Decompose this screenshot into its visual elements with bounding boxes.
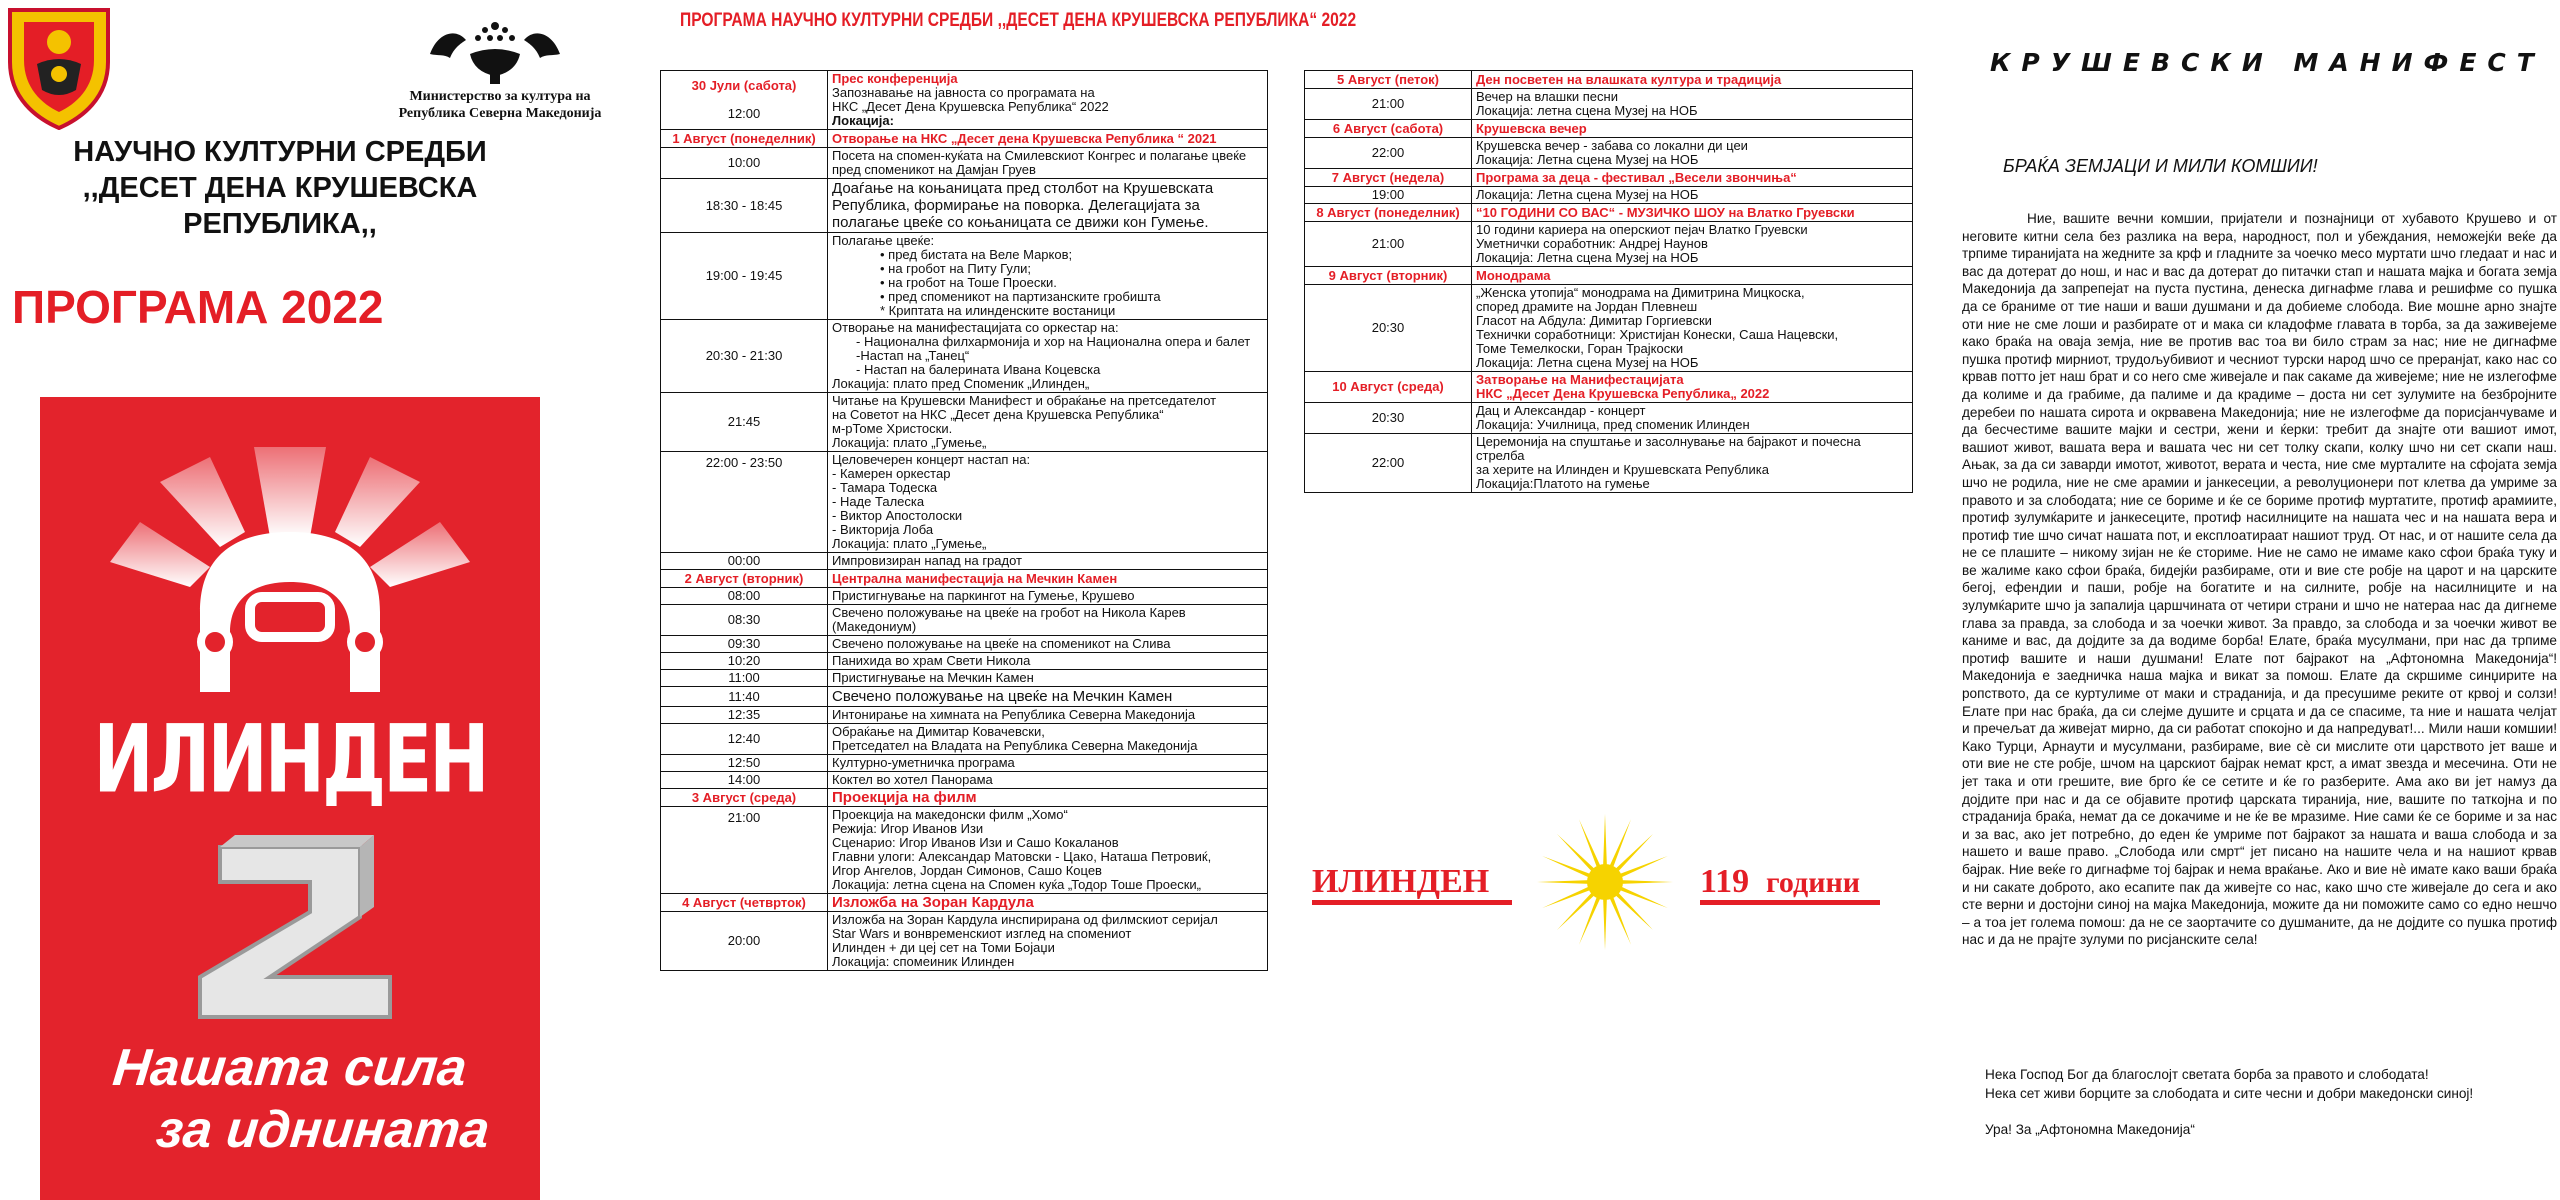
event-row [1305,187,1913,204]
event-row [661,653,1268,670]
event-line: 10 години кариера на оперскиот пејач Влатко Груевски [1476,222,1808,237]
event-time [1305,403,1472,434]
event-description [1472,89,1913,120]
event-line: Обраќање на Димитар Ковачевски, [832,724,1045,739]
ministry-line: Министерство за култура на [409,89,591,104]
day-header-row [1305,372,1913,403]
schedule-table-right [1304,70,1913,493]
event-row [661,755,1268,772]
sun-ray [1603,898,1607,950]
event-row [661,452,1268,553]
event-line: Отворање на манифестацијата со оркестар на: [832,320,1119,335]
day-date: 3 Август (среда) [661,789,828,807]
poster-slogan [103,1037,499,1161]
event-row [1305,285,1913,372]
event-description [828,653,1268,670]
event-line: • на гробот на Тоше Проески. [880,275,1057,290]
logo-ilinden-word: ИЛИНДЕН [1312,863,1490,900]
event-time [1305,285,1472,372]
day-date: 6 Август (сабота) [1305,120,1472,138]
event-line: Локација:Платото на гумење [1476,476,1650,491]
event-line: • на гробот на Питу Гули; [880,261,1032,276]
event-description [1472,434,1913,493]
day-header-row [661,894,1268,912]
event-line: Star Wars и вонвременскиот изглед на спомениот [832,926,1132,941]
event-description [828,320,1268,393]
day-theme [1472,120,1913,138]
day-date: 10 Август (среда) [1305,372,1472,403]
day-date: 5 Август (петок) [1305,71,1472,89]
event-line: - Национална филхармонија и хор на Национална опера и балет [856,334,1251,349]
krusevo-crest-logo [2,2,116,130]
event-time [1305,138,1472,169]
event-time-line: 20:30 [1371,320,1405,335]
event-time-line: 12:40 [727,731,761,746]
ilinden-poster [40,397,540,1200]
day-header-row [661,789,1268,807]
slogan-line: Нашата сила [110,1039,470,1097]
event-line: Локација: плато „Гумење„ [832,435,987,450]
closing-line: Нека сет живи борците за слободата и сите чесни и добри македонски синој! [1985,1086,2474,1101]
event-title-line: ,,ДЕСЕТ ДЕНА КРУШЕВСКА РЕПУБЛИКА,, [82,172,478,240]
day-theme [1472,71,1913,89]
event-description [1472,403,1913,434]
event-line: Прес конференција [832,71,958,86]
event-time-line: 10:00 [727,155,761,170]
event-line: Локација: Летна сцена Музеј на НОБ [1476,355,1699,370]
event-description [828,687,1268,707]
day-theme-line: “10 ГОДИНИ СО ВАС“ - МУЗИЧКО ШОУ на Влатко Груевски [1476,204,1855,220]
event-line: Локација: [832,113,894,128]
sun-ray [1603,814,1607,866]
event-line: Локација: Училница, пред споменик Илинден [1476,417,1750,432]
event-time-line: 21:00 [1371,96,1405,111]
day-header-row [661,570,1268,588]
event-time-line: 22:00 [1371,145,1405,160]
event-time-line: 21:00 [727,810,761,825]
day-theme-line: Програма за деца - фестивал „Весели звончиња“ [1476,169,1797,185]
event-line: Свечено положување на цвеќе на споменикот на Слива [832,636,1171,651]
event-time [661,670,828,687]
event-row [661,807,1268,894]
event-line: Свечено положување на цвеќе на гробот на Никола Карев (Македониум) [832,605,1186,634]
schedule-table-left [660,70,1268,971]
event-line: Сценарио: Игор Иванов Изи и Сашо Кокаланов [832,835,1119,850]
event-time [661,807,828,894]
event-time [661,653,828,670]
event-line: Церемонија на спуштање и засолнување на бајракот и почесна стрелба [1476,434,1861,463]
event-time [661,755,828,772]
event-line: Локација: Летна сцена Музеј на НОБ [1476,187,1699,202]
day-theme [1472,372,1913,403]
day-header-row [1305,267,1913,285]
event-line: на Советот на НКС „Десет дена Крушевска Република“ [832,407,1164,422]
day-theme-line: Затворање на Манифестацијата [1476,372,1684,387]
event-description [828,179,1268,233]
event-line: Локација: спомеиник Илинден [832,954,1015,969]
day-theme-line: Монодрама [1476,267,1551,283]
event-line: - Настап на балерината Ивана Коцевска [856,362,1101,377]
event-time-line: 10:20 [727,653,761,668]
event-description [828,588,1268,605]
event-time-line: 19:00 - 19:45 [705,268,783,283]
event-line: Игор Ангелов, Јордан Симонов, Сашо Коцев [832,863,1102,878]
event-line: НКС „Десет Дена Крушевска Република“ 2022 [832,99,1109,114]
event-line: Локација: летна сцена Музеј на НОБ [1476,103,1698,118]
event-time [661,588,828,605]
event-time [1305,222,1472,267]
event-description [828,233,1268,320]
sun-center [1587,864,1623,900]
day-header-row [661,130,1268,148]
closing-line: Ура! За „Афтономна Македонија“ [1985,1122,2195,1137]
event-row [661,772,1268,789]
manifest-closing [1985,1065,2473,1139]
closing-line: Нека Господ Бог да благослојт светата борба за правото и слободата! [1985,1067,2429,1082]
event-line: Изложба на Зоран Кардула инспирирана од филмскиот серијал [832,912,1218,927]
logo-number: 119 [1700,863,1750,900]
program-year-heading: ПРОГРАМА 2022 [12,281,384,333]
event-line: Пристигнување на Мечкин Камен [832,670,1034,685]
event-time [661,148,828,179]
event-line: Крушевска вечер - забава со локални ди цеи [1476,138,1748,153]
day-date: 1 Август (понеделник) [661,130,828,148]
event-line: Свечено положување на цвеќе на Мечкин Камен [832,688,1173,705]
event-time-line [665,93,823,107]
sun-ray [1537,880,1589,884]
event-time-line: 00:00 [727,553,761,568]
event-line: м-рТоме Христоски. [832,421,953,436]
event-row [661,71,1268,130]
vergina-sun-icon [1537,814,1673,950]
event-line: • пред бистата на Веле Марков; [880,247,1073,262]
event-line: Полагање цвеќе: [832,233,935,248]
mechkin-kamen-monument-icon [170,512,410,702]
event-row [1305,138,1913,169]
day-theme-line: НКС „Десет Дена Крушевска Република„ 2022 [1476,386,1770,401]
day-theme-line: Ден посветен на влашката култура и традиција [1476,71,1782,87]
event-time [661,179,828,233]
event-description [1472,187,1913,204]
event-time-line: 12:50 [727,755,761,770]
event-row [661,393,1268,452]
event-line: Посета на спомен-куќата на Смилевскиот Конгрес и полагање цвеќе [832,148,1247,163]
event-line: Република, формирање на поворка. Делегацијата за [832,197,1200,214]
sun-ray [1621,880,1673,884]
event-time [661,320,828,393]
manifest-title: КРУШЕВСКИ МАНИФЕСТ [1990,48,2545,77]
event-time-line: 08:00 [727,588,761,603]
event-description [828,807,1268,894]
event-description [828,553,1268,570]
ministry-line: Република Северна Македонија [398,106,602,121]
event-description [828,755,1268,772]
event-line: - Викторија Лоба [832,522,934,537]
event-line: Запознавање на јавноста со програмата на [832,85,1095,100]
event-description [828,912,1268,971]
event-line: Локација: плато пред Споменик „Илинден„ [832,376,1090,391]
event-description [1472,285,1913,372]
event-line: Технички соработници: Христијан Конески, Саша Нацевски, [1476,327,1839,342]
event-row [661,179,1268,233]
event-line: Вечер на влашки песни [1476,89,1618,104]
event-time-line: 30 Јули (сабота) [691,78,797,93]
event-row [661,233,1268,320]
event-time [661,724,828,755]
event-line: - Тамара Тодеска [832,480,938,495]
day-theme-line: Крушевска вечер [1476,120,1587,136]
event-line: Илинден + ди цеј сет на Томи Бојаџи [832,940,1055,955]
day-theme-line: Отворање на НКС „Десет дена Крушевска Република “ 2021 [832,130,1217,146]
event-line: „Женска утопија“ монодрама на Димитрина Мицкоска, [1476,285,1805,300]
day-theme [828,789,1268,807]
event-line: Културно-уметничка програма [832,755,1015,770]
day-date: 4 Август (четврток) [661,894,828,912]
event-time-line: 09:30 [727,636,761,651]
event-row [661,670,1268,687]
event-line: Локација: Летна сцена Музеј на НОБ [1476,250,1699,265]
day-header-row [1305,169,1913,187]
event-row [661,687,1268,707]
event-time [661,233,828,320]
event-line: Локација: Летна сцена Музеј на НОБ [1476,152,1699,167]
event-description [1472,222,1913,267]
event-line: - Камерен оркестар [832,466,951,481]
day-theme [1472,169,1913,187]
logo-years-word: години [1766,866,1861,899]
event-line: Пристигнување на паркингот на Гумење, Крушево [832,588,1135,603]
event-line: Интонирање на химната на Република Северна Македонија [832,707,1196,722]
ministry-name [380,88,620,122]
event-row [661,148,1268,179]
day-theme-line: Изложба на Зоран Кардула [832,893,1034,911]
numeral-2-sculpture-icon [160,827,420,1027]
event-time [1305,434,1472,493]
poster-ilinden-word: ИЛИНДЕН [93,704,487,814]
event-time-line: 20:00 [727,933,761,948]
event-time-line: 11:40 [728,688,760,704]
event-time [661,636,828,653]
event-time [1305,187,1472,204]
day-theme-line: Централна манифестација на Мечкин Камен [832,570,1118,586]
event-line: Претседател на Владата на Република Северна Македонија [832,738,1198,753]
event-line: за херите на Илинден и Крушевската Република [1476,462,1769,477]
event-row [661,912,1268,971]
day-date: 7 Август (недела) [1305,169,1472,187]
day-theme [828,130,1268,148]
event-time [661,553,828,570]
event-time [661,393,828,452]
sun-ray [1615,834,1653,872]
ministry-emblem-logo [420,14,570,86]
event-row [661,553,1268,570]
event-row [1305,89,1913,120]
event-description [828,71,1268,130]
event-line: Проекција на македонски филм „Хомо“ [832,807,1068,822]
event-time-line: 12:00 [727,106,761,121]
event-row [661,636,1268,653]
event-line: Импровизиран напад на градот [832,553,1023,568]
event-description [828,148,1268,179]
sun-ray [1557,892,1595,930]
manifest-greeting: БРАЌА ЗЕМЈАЦИ И МИЛИ КОМШИИ! [2003,156,2318,176]
event-line: Панихида во храм Свети Никола [832,653,1031,668]
event-time [661,687,828,707]
event-time-line: 14:00 [727,772,761,787]
event-row [661,320,1268,393]
program-title: ПРОГРАМА НАУЧНО КУЛТУРНИ СРЕДБИ ,,ДЕСЕТ ДЕНА КРУШЕВСКА РЕПУБЛИКА“ 2022 [680,10,1357,31]
event-line: • пред споменикот на партизанските гробишта [880,289,1161,304]
day-theme [1472,267,1913,285]
event-line: Целовечерен концерт настап на: [832,452,1031,467]
event-description [828,772,1268,789]
event-line: Доаѓање на коњаницата пред столбот на Крушевската [832,180,1214,197]
day-theme-line: Проекција на филм [832,788,977,806]
event-line: пред споменикот на Дамјан Груев [832,162,1036,177]
event-line: полагање цвеќе со коњаницата се движи кон Гумење. [832,214,1209,231]
day-header-row [1305,204,1913,222]
event-time-line: 12:35 [727,707,761,722]
event-line: Уметнички соработник: Андреј Наунов [1476,236,1708,251]
day-header-row [1305,120,1913,138]
event-line: Гласот на Абдула: Димитар Горгиевски [1476,313,1712,328]
event-line: Коктел во хотел Панорама [832,772,993,787]
event-line: Режија: Игор Иванов Изи [832,821,984,836]
event-time-line: 22:00 [1371,455,1405,470]
day-theme [828,570,1268,588]
event-line: - Виктор Апостолоски [832,508,963,523]
sun-ray [1557,834,1595,872]
event-time-line: 08:30 [727,612,761,627]
event-row [1305,403,1913,434]
event-description [828,707,1268,724]
event-line: * Криптата на илинденските востаници [880,303,1116,318]
event-line: -Настап на „Танец“ [856,348,970,363]
event-time [661,71,828,130]
slogan-line: за иднината [153,1101,493,1159]
event-time-line: 21:45 [727,414,761,429]
day-theme [1472,204,1913,222]
event-title [0,134,560,242]
event-description [828,636,1268,653]
event-line: Томе Темелкоски, Горан Трајкоски [1476,341,1684,356]
event-row [661,605,1268,636]
event-time [661,912,828,971]
event-row [661,724,1268,755]
day-theme [828,894,1268,912]
event-time-line: 22:00 - 23:50 [705,455,783,470]
day-header-row [1305,71,1913,89]
event-time [661,452,828,553]
event-time-line: 20:30 - 21:30 [705,348,783,363]
ilinden-119-years-logo [1300,810,1900,960]
event-time-line: 19:00 [1371,187,1405,202]
event-line: според драмите на Јордан Плевнеш [1476,299,1698,314]
event-description [1472,138,1913,169]
sun-ray [1615,892,1653,930]
day-date: 9 Август (вторник) [1305,267,1472,285]
event-row [1305,434,1913,493]
day-date: 2 Август (вторник) [661,570,828,588]
event-line: Локација: плато „Гумење„ [832,536,987,551]
event-line: - Наде Талеска [832,494,925,509]
event-description [828,452,1268,553]
event-time-line: 21:00 [1371,236,1405,251]
event-description [828,393,1268,452]
event-time-line: 18:30 - 18:45 [705,197,783,213]
event-row [661,707,1268,724]
event-time [661,772,828,789]
event-title-line: НАУЧНО КУЛТУРНИ СРЕДБИ [73,136,487,168]
event-description [828,724,1268,755]
event-line: Главни улоги: Александар Матовски - Цако, Наташа Петровиќ, [832,849,1212,864]
event-time-line: 11:00 [728,670,760,685]
event-row [661,588,1268,605]
event-row [1305,222,1913,267]
event-description [828,605,1268,636]
event-line: Дац и Александар - концерт [1476,403,1646,418]
event-time-line: 20:30 [1371,410,1405,425]
event-line: Читање на Крушевски Манифест и обраќање на претседателот [832,393,1217,408]
event-time [661,605,828,636]
manifest-body-text: Ние, вашите вечни комшии, пријатели и познајници от хубавото Крушево и от неговите китни села без разлика на вера, народност, пол и убеждания, неможејќи веќе да трпиме тиранијата на жедните за крф и гладните за чоечко месо муртати шчо гледаат и нас и вас да дотерат до нош, и нас и вас да дотерат до питачки стап и нашата мајка и богата земја Македонија да запрепејат на пуста пустина, денеска дигнафме глава и решифме со пушка да се браниме от тие наши и ваши душмани и да добиеме слобода. Вие мошне арно знајте оти ние не сме лоши и разбирате от и мака си кладофме главата в торба, за да заживејеме како браќа на оваја земја, ние ве против ваc тоа ви било стрaм за нас; ние не дигнафме пушка протиф мирниот, трудољубивиот и чесниот турски народ шчо се преранјат, како нас со крвав потто јет наш брат и со него сме живејале и пак сакаме да живејеме; ние не излегофме да колиме и да грабиме, да палиме и да крадиме – доста ни сет зулумите на безбројните деребеи по нашата сирота и окрвавена Македонија; ние не излегофме да порисјанчуваме и да бесчестиме вашите мајки и сестри, жени и ќерки: требит да знајте оти вашиот имот, вашиот живот, вашата вера и вашата чес ни сет толку скапи, колку шчо ни сет скапи наш. Ањак, за да си заварди имотот, животот, верата и честа, ние сме мурталите на сфојата земја шчо не родила, ние не сме арамии и јанкесеции, а револуционери пот клетва да умриме за правото и за слободата; ние се бориме и ќе се бориме протиф муртатите, протиф арамиите, протиф зулумќарите и јанкесеците, протиф насилниците на нашата чес и на нашата вера и протиф тие шчо сичат нашата пот, и експлоатираат нашиот труд. От нас, и от нашите села да не се плашите – никому зијан не ќе сториме. Ние не само не имаме како сфои браќа туку и ве жалиме како сфои браќа, бидејќи разбираме, оти и вие сте робје на царот и на царските бегој, ефендии и паши, робје на богатите и на силните, робје на насилниците и на зулумќарите шчо ја запалија царшчината от четири страни и шчо не натераа нас да дигнеме глава за правда, за слобода и за чоечки живот. За правдо, за слобода и за чоечки живот ве каниме и вас, да дојдите за да водиме борба! Елате, браќа мусулмани, при нас да трпиме протиф вашите и наши душмани! Елате пот бајракот на „Афтономна Македонија“! Македонија е заедничка наша мајка и викат за помош. Елате да скршиме синџирите на ропството, да се куртулиме от маки и страданија, и да пресушиме реките от крвој и солзи! Елате при нас браќа, да си слејме душите и срцата и да се спасиме, та ние и нашата челјат и пречељат да живејат мирно, да си работат спокојно и да напредуват!... Мили наши комшии! Како Турци, Арнаути и мусулмани, разбираме, вие сѐ си мислите оти царството јет ваше и оти вие не сте робје, шчом на царскиот бајрак немат крст, а имат звезда и месечина. Оти не јет така и оти грешите, вие брго ќе се сетите и ќе го разберите. Ама ако ви јет намуз да дојдите при нас и да се објавите протиф царската тиранија, ние, вашите по таткојна и по страданија браќа, немат да се докачиме и не ќе ве мразиме. Ние сами ќе се бориме и за нас и за вас, ако јет потребно, до еден ќе умриме пот бајракот за нашата и ваша слобода и за нашето и ваше право. „Слобода или смрт“ јет писано на нашите чела и на нашиот крвав бајрак. Ние веќе го дигнафме тој бајрак и нема враќање. Ако и вие нѐ имате како ваши браќа и ни сакате доброто, ако есапите пак да живејте со нас, како шчо сте живејале до сега и ако сте верни и достојни синој на мајка Македонија, можите да ни поможите само со едно нешчо – а тоа јет голема помош: да не се заортачите со душманите, да не дојдите со пушка протиф нас и да не прајте зулуми по рисјанските села! [1962,211,2557,948]
day-date: 8 Август (понеделник) [1305,204,1472,222]
event-line: Локација: летна сцена на Спомен куќа „Тодор Тоше Проески„ [832,877,1202,892]
event-description [828,670,1268,687]
event-time [661,707,828,724]
event-time [1305,89,1472,120]
